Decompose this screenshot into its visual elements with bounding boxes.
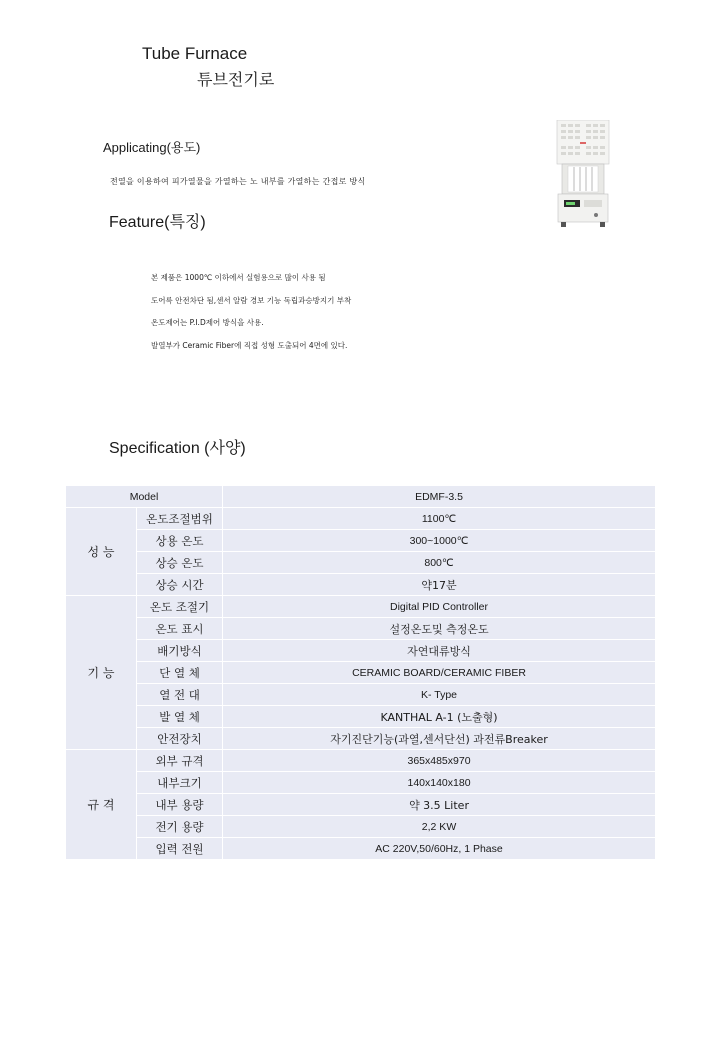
table-row (66, 728, 656, 750)
spec-label: 단 열 체 (137, 662, 223, 684)
spec-value: Digital PID Controller (223, 596, 656, 618)
spec-value: 1100℃ (223, 508, 656, 530)
table-row (66, 508, 656, 530)
title-korean: 튜브전기로 (197, 70, 275, 89)
spec-value: CERAMIC BOARD/CERAMIC FIBER (223, 662, 656, 684)
spec-label: 입력 전원 (137, 838, 223, 860)
spec-value: 2,2 KW (223, 816, 656, 838)
table-row (66, 706, 656, 728)
table-row (66, 596, 656, 618)
model-label: Model (66, 486, 223, 508)
spec-value: 800℃ (223, 552, 656, 574)
spec-label: 상승 온도 (137, 552, 223, 574)
table-row (66, 552, 656, 574)
title-english: Tube Furnace (142, 44, 248, 63)
spec-label: 온도 표시 (137, 618, 223, 640)
spec-value: 자기진단기능(과열,센서단선) 과전류Breaker (223, 728, 656, 750)
table-header-row (66, 486, 656, 508)
spec-value: 약17분 (223, 574, 656, 596)
spec-value: AC 220V,50/60Hz, 1 Phase (223, 838, 656, 860)
spec-label: 발 열 체 (137, 706, 223, 728)
spec-value: 설정온도및 측정온도 (223, 618, 656, 640)
spec-value: 140x140x180 (223, 772, 656, 794)
group-label: 성 능 (66, 508, 137, 596)
group-label: 규 격 (66, 750, 137, 860)
table-row (66, 816, 656, 838)
spec-label: 배기방식 (137, 640, 223, 662)
feature-item: 본 제품은 1000℃ 이하에서 실험용으로 많이 사용 됨 (151, 273, 326, 282)
spec-value: 자연대류방식 (223, 640, 656, 662)
spec-label: 내부크기 (137, 772, 223, 794)
feature-item: 도어륵 안전차단 됨,센서 알람 경보 기능 독립과승방지기 부착 (151, 295, 352, 305)
table-row (66, 750, 656, 772)
spec-label: 열 전 대 (137, 684, 223, 706)
specification-heading: Specification (사양) (109, 440, 246, 457)
spec-label: 안전장치 (137, 728, 223, 750)
spec-label: 전기 용량 (137, 816, 223, 838)
tube-furnace-image (556, 120, 610, 228)
feature-item: 발열부가 Ceramic Fiber에 직접 성형 도출되어 4면에 있다. (151, 340, 348, 350)
table-row (66, 662, 656, 684)
spec-value: 약 3.5 Liter (223, 794, 656, 816)
table-row (66, 794, 656, 816)
spec-label: 상승 시간 (137, 574, 223, 596)
spec-label: 상용 온도 (137, 530, 223, 552)
spec-label: 내부 용량 (137, 794, 223, 816)
spec-label: 온도조절범위 (137, 508, 223, 530)
spec-value: KANTHAL A-1 (노출형) (223, 706, 656, 728)
spec-value: 365x485x970 (223, 750, 656, 772)
spec-label: 온도 조절기 (137, 596, 223, 618)
table-row (66, 640, 656, 662)
spec-label: 외부 규격 (137, 750, 223, 772)
table-row (66, 618, 656, 640)
table-row (66, 530, 656, 552)
feature-list (151, 272, 351, 362)
table-row (66, 574, 656, 596)
spec-value: 300~1000℃ (223, 530, 656, 552)
applicating-heading: Applicating(용도) (103, 140, 201, 155)
spec-value: K- Type (223, 684, 656, 706)
table-row (66, 684, 656, 706)
table-row (66, 838, 656, 860)
specification-table (65, 485, 656, 860)
feature-item: 온도제어는 P.I.D제어 방식을 사용. (151, 318, 264, 328)
model-value: EDMF-3.5 (223, 486, 656, 508)
feature-heading: Feature(특징) (109, 214, 206, 231)
table-row (66, 772, 656, 794)
group-label: 기 능 (66, 596, 137, 750)
applicating-description: 전열을 이용하여 피가열물을 가열하는 노 내부를 가열하는 간접로 방식 (110, 177, 366, 186)
